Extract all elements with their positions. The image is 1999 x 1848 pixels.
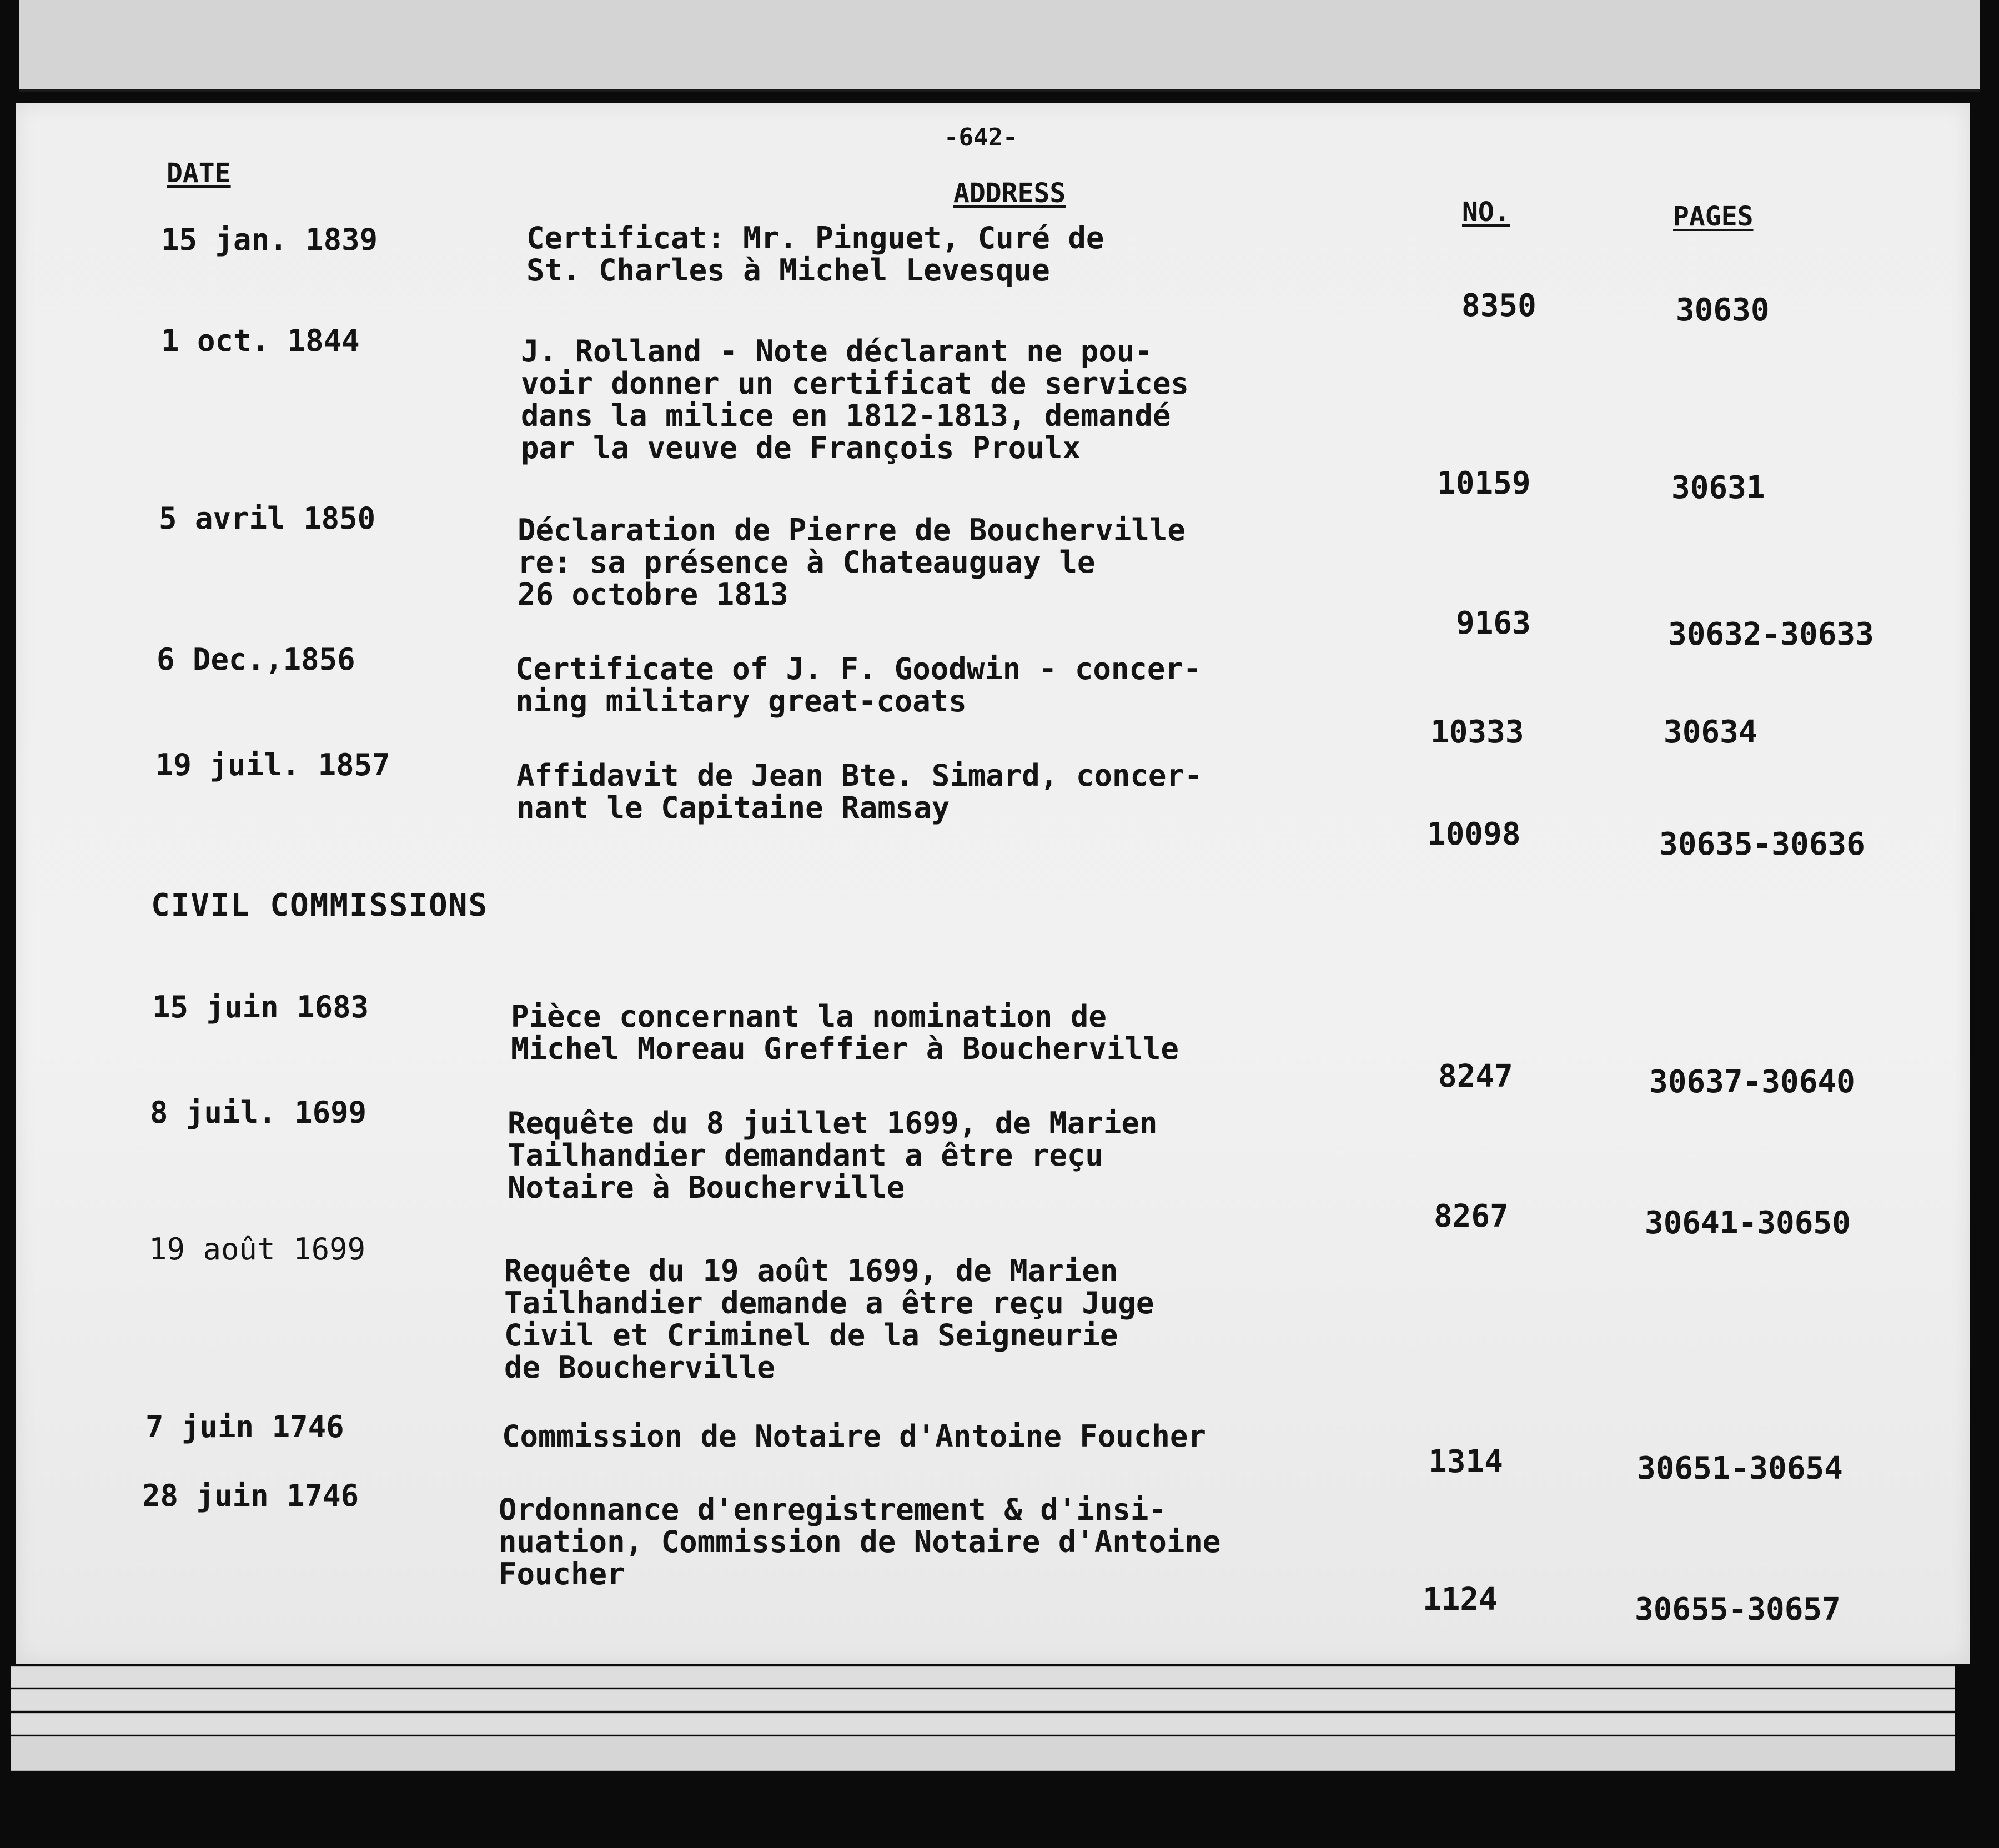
entry-number: 10159 <box>1437 465 1531 501</box>
entry-number: 9163 <box>1456 605 1531 641</box>
entry-pages: 30655-30657 <box>1635 1591 1841 1628</box>
entry-number: 8247 <box>1438 1058 1513 1094</box>
entry-date: 15 juin 1683 <box>152 990 369 1025</box>
entry-address: Commission de Notaire d'Antoine Foucher <box>502 1419 1206 1454</box>
page-stack-edge <box>11 1666 1955 1688</box>
entry-address: Déclaration de Pierre de Boucherville re: sa présence à Chateauguay le 26 octobre 1813 <box>518 513 1186 612</box>
entry-number: 1314 <box>1428 1444 1503 1480</box>
entry-number: 1124 <box>1423 1581 1498 1618</box>
entry-date: 5 avril 1850 <box>159 501 376 536</box>
entry-pages: 30651-30654 <box>1637 1450 1843 1487</box>
page-stack-edge <box>11 1713 1955 1735</box>
page-stack-edge <box>11 1689 1955 1711</box>
entry-pages: 30631 <box>1671 470 1765 506</box>
entry-date: 28 juin 1746 <box>142 1478 359 1513</box>
entry-address: Requête du 19 août 1699, de Marien Tailhandier demande a être reçu Juge Civil et Criminel de la Seigneurie de Boucherville <box>504 1253 1154 1385</box>
entry-number: 10333 <box>1430 714 1524 750</box>
entry-pages: 30635-30636 <box>1659 826 1865 862</box>
entry-address: Certificate of J. F. Goodwin - concer- ning military great-coats <box>515 651 1202 719</box>
entry-pages: 30630 <box>1676 292 1770 328</box>
entry-number: 10098 <box>1427 816 1521 852</box>
entry-pages: 30641-30650 <box>1645 1205 1851 1241</box>
entry-date: 19 août 1699 <box>149 1232 366 1267</box>
column-header-no: NO. <box>1462 197 1510 228</box>
column-header-address: ADDRESS <box>953 178 1066 209</box>
entry-address: Ordonnance d'enregistrement & d'insi- nuation, Commission de Notaire d'Antoine Foucher <box>499 1492 1221 1591</box>
column-header-pages: PAGES <box>1673 201 1754 232</box>
entry-date: 7 juin 1746 <box>145 1409 344 1444</box>
page-stack-edge <box>11 1736 1955 1771</box>
entry-pages: 30634 <box>1664 714 1757 750</box>
section-title: CIVIL COMMISSIONS <box>151 887 489 923</box>
entry-address: J. Rolland - Note déclarant ne pou- voir donner un certificat de services dans la milice en 1812-1813, demandé par la veuve de François Proulx <box>521 334 1189 465</box>
entry-date: 1 oct. 1844 <box>161 323 360 358</box>
entry-date: 15 jan. 1839 <box>161 222 378 257</box>
entry-address: Pièce concernant la nomination de Michel Moreau Greffier à Boucherville <box>511 999 1179 1066</box>
entry-address: Certificat: Mr. Pinguet, Curé de St. Charles à Michel Levesque <box>526 220 1104 288</box>
entry-date: 6 Dec.,1856 <box>157 642 355 677</box>
entry-pages: 30637-30640 <box>1649 1064 1855 1100</box>
page-number: -642- <box>944 123 1018 152</box>
entry-date: 19 juil. 1857 <box>155 747 390 782</box>
entry-address: Requête du 8 juillet 1699, de Marien Tailhandier demandant a être reçu Notaire à Boucherville <box>508 1106 1158 1205</box>
entry-address: Affidavit de Jean Bte. Simard, concer- nant le Capitaine Ramsay <box>516 758 1203 825</box>
entry-date: 8 juil. 1699 <box>150 1095 367 1130</box>
entry-pages: 30632-30633 <box>1668 616 1874 652</box>
column-header-date: DATE <box>167 158 231 189</box>
previous-page-edge <box>19 0 1980 92</box>
entry-number: 8350 <box>1461 288 1536 324</box>
entry-number: 8267 <box>1434 1198 1509 1234</box>
